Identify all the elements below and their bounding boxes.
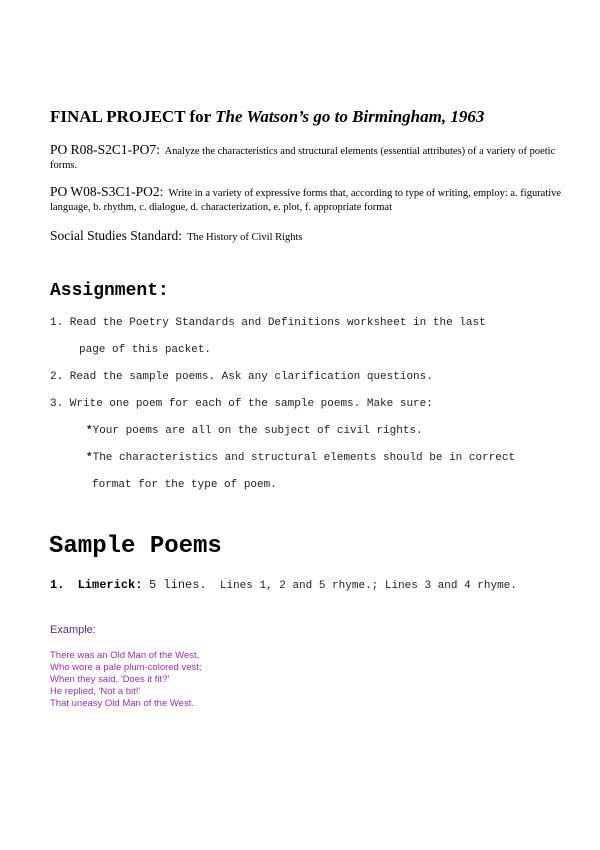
assignment-item-3: 3. Write one poem for each of the sample poems. Make sure: bbox=[50, 398, 433, 410]
poem-line: He replied, 'Not a bit!' bbox=[50, 686, 141, 697]
bullet-text: The characteristics and structural elements should be in correct bbox=[92, 452, 516, 464]
limerick-rhyme-rule: Lines 1, 2 and 5 rhyme.; Lines 3 and 4 rhyme. bbox=[219, 580, 517, 592]
assignment-heading: Assignment: bbox=[50, 281, 169, 301]
standard-code: PO R08-S2C1-PO7: bbox=[50, 142, 160, 157]
assignment-item-2: 2. Read the sample poems. Ask any clarification questions. bbox=[50, 371, 433, 383]
standard-label: Social Studies Standard: bbox=[50, 228, 182, 243]
limerick-description bbox=[50, 578, 550, 594]
page-title bbox=[50, 107, 484, 127]
limerick-name: Limerick: bbox=[77, 578, 143, 592]
bullet-text: Your poems are all on the subject of civil rights. bbox=[92, 425, 423, 437]
standard-po-reading bbox=[50, 143, 570, 173]
standard-description: Write in a variety of expressive forms that, according to type of writing, employ: a. figurative language, b. rhythm, c. dialogue, d. characterization, e. plot, f. appropriate format bbox=[50, 188, 562, 213]
assignment-item-1: 1. Read the Poetry Standards and Definitions worksheet in the last bbox=[50, 317, 486, 329]
standard-description: The History of Civil Rights bbox=[187, 232, 303, 243]
poem-line: There was an Old Man of the West, bbox=[50, 650, 200, 661]
standard-code: PO W08-S3C1-PO2: bbox=[50, 184, 164, 199]
limerick-line-count: 5 lines. bbox=[149, 578, 207, 592]
standard-description: Analyze the characteristics and structural elements (essential attributes) of a variety of poetic forms. bbox=[50, 146, 556, 171]
assignment-bullet-2-continuation: format for the type of poem. bbox=[92, 479, 277, 491]
limerick-number: 1. bbox=[50, 578, 65, 592]
assignment-bullet-1 bbox=[86, 425, 423, 437]
example-label: Example: bbox=[50, 624, 96, 636]
poem-line: When they said, 'Does it fit?' bbox=[50, 674, 170, 685]
assignment-bullet-2 bbox=[86, 452, 515, 464]
standard-po-writing bbox=[50, 185, 570, 215]
bullet-star: * bbox=[86, 425, 93, 437]
sample-poems-heading: Sample Poems bbox=[49, 533, 222, 560]
title-prefix: FINAL PROJECT for bbox=[50, 107, 216, 126]
example-poem bbox=[50, 650, 202, 710]
assignment-item-1-continuation: page of this packet. bbox=[79, 344, 212, 356]
book-title: The Watson’s go to Birmingham, 1963 bbox=[215, 107, 485, 126]
bullet-star: * bbox=[86, 452, 93, 464]
social-studies-standard bbox=[50, 229, 570, 245]
poem-line: That uneasy Old Man of the West. bbox=[50, 698, 194, 709]
poem-line: Who wore a pale plum-colored vest; bbox=[50, 662, 202, 673]
